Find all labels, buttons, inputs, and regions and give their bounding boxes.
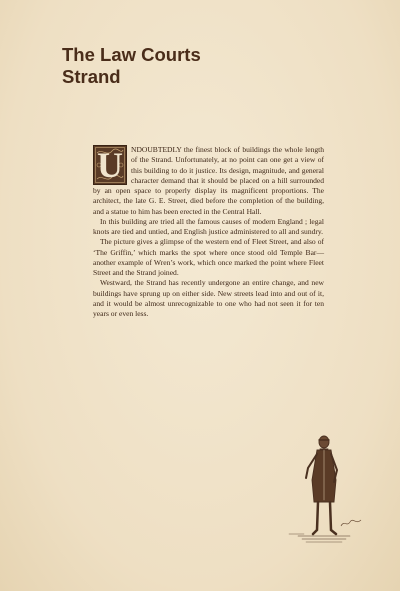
dropcap-letter: U xyxy=(97,145,123,185)
paragraph-1-text: NDOUBTEDLY the finest block of buildings the whole length of the Strand. Unfortunately, at no point can one get a view of this building to do it justice. Its design, magnitude, and general character demand that it should be placed on a hill surrounded by an open space to properly display its magnificent proportions. The architect, the late G. E. Street, died before the completion of the building, and a statue to him has been erected in the Central Hall. xyxy=(93,145,324,216)
paragraph-1 xyxy=(93,145,324,217)
article-body xyxy=(93,145,324,319)
page-title xyxy=(62,44,201,88)
paragraph-3: The picture gives a glimpse of the western end of Fleet Street, and also of ‘The Griffin,’ which marks the spot where once stood old Temple Bar—another example of Wren’s work, which once marked the point where Fleet Street and the Strand joined. xyxy=(93,237,324,277)
artist-signature xyxy=(340,518,362,530)
dropcap-icon xyxy=(93,145,127,185)
title-line-2: Strand xyxy=(62,66,121,87)
title-line-1: The Law Courts xyxy=(62,44,201,65)
paragraph-2: In this building are tried all the famous causes of modern England ; legal knots are tied and untied, and English justice administered to all and sundry. xyxy=(93,216,324,236)
paragraph-4: Westward, the Strand has recently undergone an entire change, and new buildings have sprung up on either side. New streets lead into and out of it, and it would be almost unrecognizable to one who had not seen it for ten years or even less. xyxy=(93,278,324,318)
